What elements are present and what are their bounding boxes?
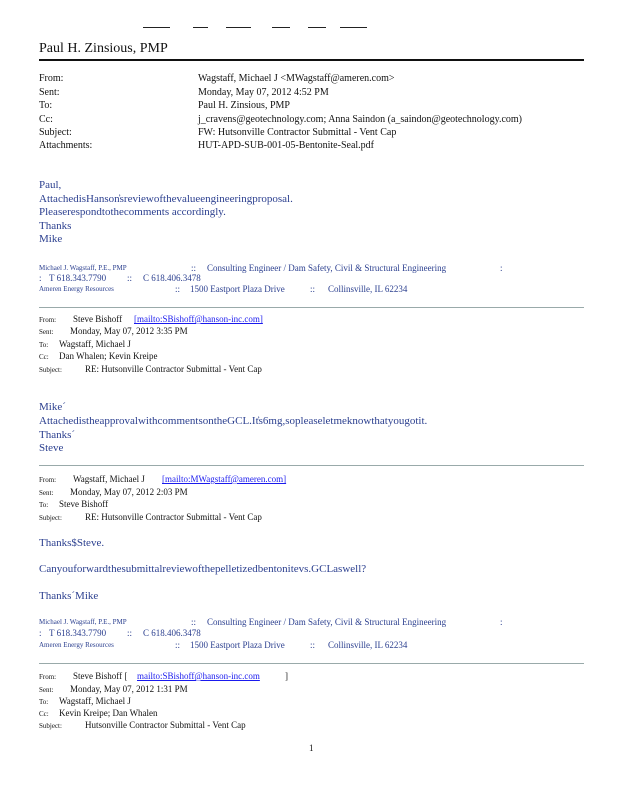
sig2-phone-t: T 618.343.7790 [49, 628, 107, 638]
email4-mailto-link[interactable]: mailto:SBishoff@hanson-inc.com [137, 671, 260, 681]
msg2-line1: AttachedistheapprovalwithcommentsontheGCL.It̓s6mg,sopleaseletmeknowthatyougotit. [39, 415, 428, 427]
sig1-sep: :: [310, 284, 316, 294]
email3-subject-label: Subject: [39, 514, 62, 522]
msg3-line2: Canyouforwardthesubmittalreviewofthepelletizedbentonitevs.GCLaswell? [39, 563, 367, 575]
sig2-sep: :: [175, 640, 181, 650]
subject-label: Subject: [39, 127, 72, 138]
message-divider [39, 307, 584, 308]
cc-label: Cc: [39, 114, 53, 125]
email2-cc-label: Cc: [39, 353, 49, 361]
sig2-sep: :: [310, 640, 316, 650]
sig1-sep: : [500, 263, 503, 273]
email4-to-value: Wagstaff, Michael J [59, 696, 131, 706]
email2-subject-value: RE: Hutsonville Contractor Submittal - Vent Cap [85, 364, 262, 374]
header-decoration [308, 27, 326, 28]
sig2-city: Collinsville, IL 62234 [328, 640, 408, 650]
owner-divider [39, 59, 584, 61]
message-divider [39, 465, 584, 466]
to-value: Paul H. Zinsious, PMP [198, 100, 290, 111]
message-divider [39, 663, 584, 664]
email3-to-label: To: [39, 501, 49, 509]
sig1-sep: :: [175, 284, 181, 294]
email3-sent-label: Sent: [39, 489, 54, 497]
msg2-sender-name: Steve [39, 442, 64, 454]
sig1-sep: :: [191, 263, 197, 273]
msg2-greeting: Mike´ [39, 401, 66, 413]
sent-label: Sent: [39, 87, 60, 98]
email3-to-value: Steve Bishoff [59, 499, 109, 509]
sig1-company: Ameren Energy Resources [39, 285, 114, 293]
email4-sent-value: Monday, May 07, 2012 1:31 PM [70, 684, 188, 694]
msg2-thanks: Thanks´ [39, 429, 76, 441]
attachments-label: Attachments: [39, 140, 93, 151]
email4-from-name: Steve Bishoff [ [73, 671, 128, 681]
email2-subject-label: Subject: [39, 366, 62, 374]
email3-sent-value: Monday, May 07, 2012 2:03 PM [70, 487, 188, 497]
sig2-phone-c: C 618.406.3478 [143, 628, 201, 638]
sig2-sep: :: [191, 617, 197, 627]
email3-from-name: Wagstaff, Michael J [73, 474, 145, 484]
sig2-sep: : [500, 617, 503, 627]
email4-cc-label: Cc: [39, 710, 49, 718]
email2-mailto-link[interactable]: [mailto:SBishoff@hanson-inc.com] [134, 314, 263, 324]
email3-mailto-link[interactable]: [mailto:MWagstaff@ameren.com] [162, 474, 287, 484]
email2-to-value: Wagstaff, Michael J [59, 339, 131, 349]
email4-subject-label: Subject: [39, 722, 62, 730]
email3-from-label: From: [39, 476, 57, 484]
sig1-city: Collinsville, IL 62234 [328, 284, 408, 294]
email4-from-bracket: ] [285, 671, 288, 681]
cc-value: j_cravens@geotechnology.com; Anna Saindon (a_saindon@geotechnology.com) [198, 114, 522, 125]
msg1-thanks: Thanks [39, 220, 72, 232]
email3-subject-value: RE: Hutsonville Contractor Submittal - Vent Cap [85, 512, 262, 522]
attachment-file[interactable]: HUT-APD-SUB-001-05-Bentonite-Seal.pdf [198, 140, 375, 151]
msg1-greeting: Paul, [39, 179, 62, 191]
msg1-sender-name: Mike [39, 233, 63, 245]
msg1-line2: Pleaserespondtothecomments accordingly. [39, 206, 226, 218]
email2-cc-value: Dan Whalen; Kevin Kreipe [59, 351, 158, 361]
email4-sent-label: Sent: [39, 686, 54, 694]
from-label: From: [39, 73, 64, 84]
email4-from-label: From: [39, 673, 57, 681]
msg1-line1: AttachedisHanson̓sreviewofthevalueengineeringproposal. [39, 193, 293, 205]
from-value: Wagstaff, Michael J <MWagstaff@ameren.com> [198, 73, 395, 84]
header-decoration [226, 27, 251, 28]
subject-value: FW: Hutsonville Contractor Submittal - Vent Cap [198, 127, 397, 138]
to-label: To: [39, 100, 53, 111]
header-decoration [193, 27, 208, 28]
sig1-phone-t: T 618.343.7790 [49, 273, 107, 283]
email4-subject-value: Hutsonville Contractor Submittal - Vent Cap [85, 720, 246, 730]
sig2-name: Michael J. Wagstaff, P.E., PMP [39, 618, 127, 626]
msg3-line1: Thanks$Steve. [39, 537, 105, 549]
email2-sent-value: Monday, May 07, 2012 3:35 PM [70, 326, 188, 336]
mailbox-owner-name: Paul H. Zinsious, PMP [39, 41, 168, 56]
sig2-company: Ameren Energy Resources [39, 641, 114, 649]
header-decoration [272, 27, 290, 28]
email4-cc-value: Kevin Kreipe; Dan Whalen [59, 708, 158, 718]
sig1-sep: : [39, 273, 42, 283]
sig1-name: Michael J. Wagstaff, P.E., PMP [39, 264, 127, 272]
sig2-sep: :: [127, 628, 133, 638]
email2-sent-label: Sent: [39, 328, 54, 336]
header-decoration [340, 27, 367, 28]
page-number: 1 [309, 743, 314, 753]
sent-value: Monday, May 07, 2012 4:52 PM [198, 87, 329, 98]
msg3-line3: Thanks´Mike [39, 590, 99, 602]
sig2-title: Consulting Engineer / Dam Safety, Civil & Structural Engineering [207, 617, 447, 627]
email2-to-label: To: [39, 341, 49, 349]
email2-from-name: Steve Bishoff [73, 314, 123, 324]
email2-from-label: From: [39, 316, 57, 324]
email4-to-label: To: [39, 698, 49, 706]
sig1-address: 1500 Eastport Plaza Drive [190, 284, 285, 294]
sig2-sep: : [39, 628, 42, 638]
sig1-phone-c: C 618.406.3478 [143, 273, 201, 283]
sig1-title: Consulting Engineer / Dam Safety, Civil & Structural Engineering [207, 263, 447, 273]
sig2-address: 1500 Eastport Plaza Drive [190, 640, 285, 650]
sig1-sep: :: [127, 273, 133, 283]
header-decoration [143, 27, 170, 28]
